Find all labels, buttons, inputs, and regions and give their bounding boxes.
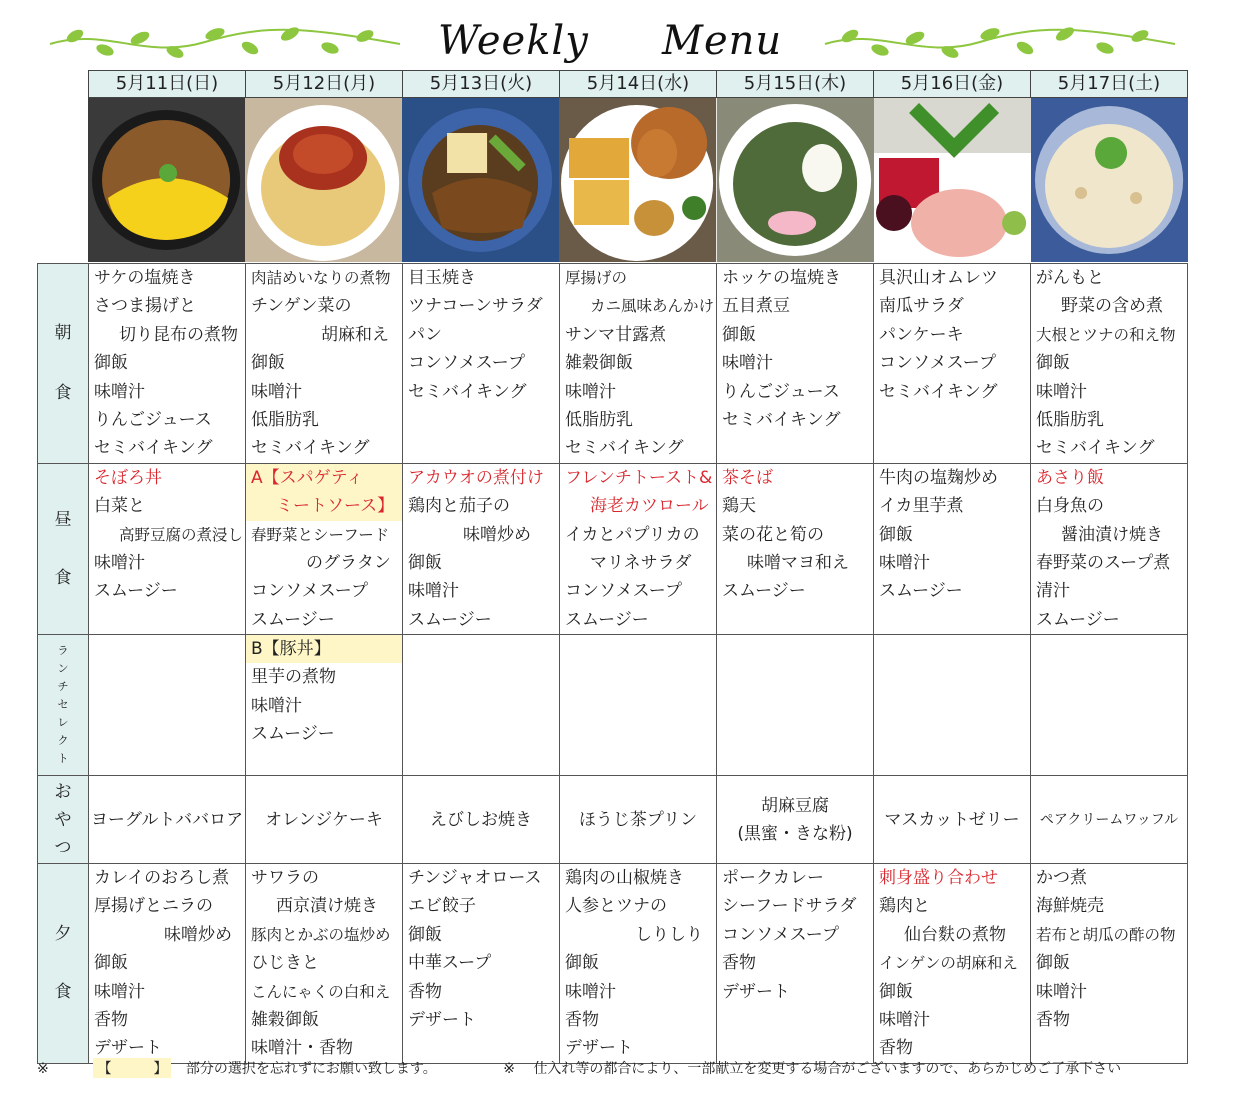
snack-thu: 胡麻豆腐 (黒蜜・きな粉) (717, 776, 874, 864)
date-mon: 5月12日(月) (246, 70, 403, 98)
lunch-select-label: ラ ン チ セ レ ク ト (38, 635, 89, 776)
select-fri (874, 635, 1031, 776)
footer-highlight-bracket: 【 】 (93, 1058, 171, 1078)
breakfast-thu: ホッケの塩焼き 五目煮豆 御飯 味噌汁 りんごジュース セミバイキング (717, 264, 874, 464)
date-header-row (88, 70, 1188, 98)
select-mon: B【豚丼】 里芋の煮物 味噌汁 スムージー (246, 635, 403, 776)
breakfast-mon: 肉詰めいなりの煮物 チンゲン菜の 胡麻和え 御飯 味噌汁 低脂肪乳 セミバイキング (246, 264, 403, 464)
date-tue: 5月13日(火) (403, 70, 560, 98)
footer-mark-1: ※ (37, 1061, 49, 1077)
snack-label: お や つ (38, 776, 89, 864)
select-tue (403, 635, 560, 776)
photo-cha-soba (717, 98, 874, 262)
dinner-row (38, 864, 1188, 1064)
lunch-thu: 茶そば 鶏天 菜の花と筍の 味噌マヨ和え スムージー (717, 463, 874, 634)
lunch-fri: 牛肉の塩麹炒め イカ里芋煮 御飯 味噌汁 スムージー (874, 463, 1031, 634)
date-wed: 5月14日(水) (560, 70, 717, 98)
dinner-fri: 刺身盛り合わせ 鶏肉と 仙台麩の煮物 インゲンの胡麻和え 御飯 味噌汁 香物 (874, 864, 1031, 1064)
dinner-wed: 鶏肉の山椒焼き 人参とツナの しりしり 御飯 味噌汁 香物 デザート (560, 864, 717, 1064)
menu-grid (37, 263, 1188, 1064)
date-sun: 5月11日(日) (88, 70, 246, 98)
photo-row (88, 98, 1188, 262)
photo-sashimi (874, 98, 1031, 262)
footer-mark-2: ※ (503, 1061, 515, 1077)
lunch-sun: そぼろ丼 白菜と 高野豆腐の煮浸し 味噌汁 スムージー (89, 463, 246, 634)
footer-note-1: 部分の選択を忘れずにお願い致します。 (185, 1061, 437, 1077)
dinner-thu: ポークカレー シーフードサラダ コンソメスープ 香物 デザート (717, 864, 874, 1064)
snack-wed: ほうじ茶プリン (560, 776, 717, 864)
date-thu: 5月15日(木) (717, 70, 874, 98)
snack-sat: ペアクリームワッフル (1031, 776, 1188, 864)
breakfast-label: 朝 食 (38, 264, 89, 464)
select-thu (717, 635, 874, 776)
breakfast-sun: サケの塩焼き さつま揚げと 切り昆布の煮物 御飯 味噌汁 りんごジュース セミバイキング (89, 264, 246, 464)
lunch-select-row (38, 635, 1188, 776)
snack-mon: オレンジケーキ (246, 776, 403, 864)
photo-asari-meshi (1031, 98, 1188, 262)
breakfast-row (38, 264, 1188, 464)
lunch-mon: A【スパゲティ ミートソース】 春野菜とシーフード のグラタン コンソメスープ スムージー (246, 463, 403, 634)
footer-note-2: 仕入れ等の都合により、一部献立を変更する場合がございますので、あらかじめご了承下さい (533, 1061, 1122, 1077)
photo-akauo (402, 98, 559, 262)
lunch-wed: フレンチトースト& 海老カツロール イカとパプリカの マリネサラダ コンソメスープ スムージー (560, 463, 717, 634)
title-weekly: Weekly (438, 18, 589, 64)
lunch-sat: あさり飯 白身魚の 醤油漬け焼き 春野菜のスープ煮 清汁 スムージー (1031, 463, 1188, 634)
breakfast-wed: 厚揚げの カニ風味あんかけ サンマ甘露煮 雑穀御飯 味噌汁 低脂肪乳 セミバイキング (560, 264, 717, 464)
photo-spaghetti (245, 98, 402, 262)
title-menu: Menu (662, 18, 783, 64)
photo-soboro-don (88, 98, 245, 262)
dinner-label: 夕 食 (38, 864, 89, 1064)
date-sat: 5月17日(土) (1031, 70, 1188, 98)
lunch-row (38, 463, 1188, 634)
lunch-tue: アカウオの煮付け 鶏肉と茄子の 味噌炒め 御飯 味噌汁 スムージー (403, 463, 560, 634)
date-fri: 5月16日(金) (874, 70, 1031, 98)
footer-notes (37, 1058, 1188, 1078)
breakfast-fri: 具沢山オムレツ 南瓜サラダ パンケーキ コンソメスープ セミバイキング (874, 264, 1031, 464)
dinner-sat: かつ煮 海鮮焼売 若布と胡瓜の酢の物 御飯 味噌汁 香物 (1031, 864, 1188, 1064)
photo-french-toast (559, 98, 716, 262)
dinner-tue: チンジャオロース エビ餃子 御飯 中華スープ 香物 デザート (403, 864, 560, 1064)
lunch-label: 昼 食 (38, 463, 89, 634)
title-area (0, 0, 1240, 70)
select-sat (1031, 635, 1188, 776)
snack-row (38, 776, 1188, 864)
select-wed (560, 635, 717, 776)
snack-sun: ヨーグルトババロア (89, 776, 246, 864)
dinner-sun: カレイのおろし煮 厚揚げとニラの 味噌炒め 御飯 味噌汁 香物 デザート (89, 864, 246, 1064)
snack-tue: えびしお焼き (403, 776, 560, 864)
select-sun (89, 635, 246, 776)
vine-decoration-left (45, 22, 405, 62)
vine-decoration-right (820, 22, 1180, 62)
breakfast-tue: 目玉焼き ツナコーンサラダ パン コンソメスープ セミバイキング (403, 264, 560, 464)
snack-fri: マスカットゼリー (874, 776, 1031, 864)
breakfast-sat: がんもと 野菜の含め煮 大根とツナの和え物 御飯 味噌汁 低脂肪乳 セミバイキング (1031, 264, 1188, 464)
dinner-mon: サワラの 西京漬け焼き 豚肉とかぶの塩炒め ひじきと こんにゃくの白和え 雑穀御飯 味噌汁・香物 (246, 864, 403, 1064)
